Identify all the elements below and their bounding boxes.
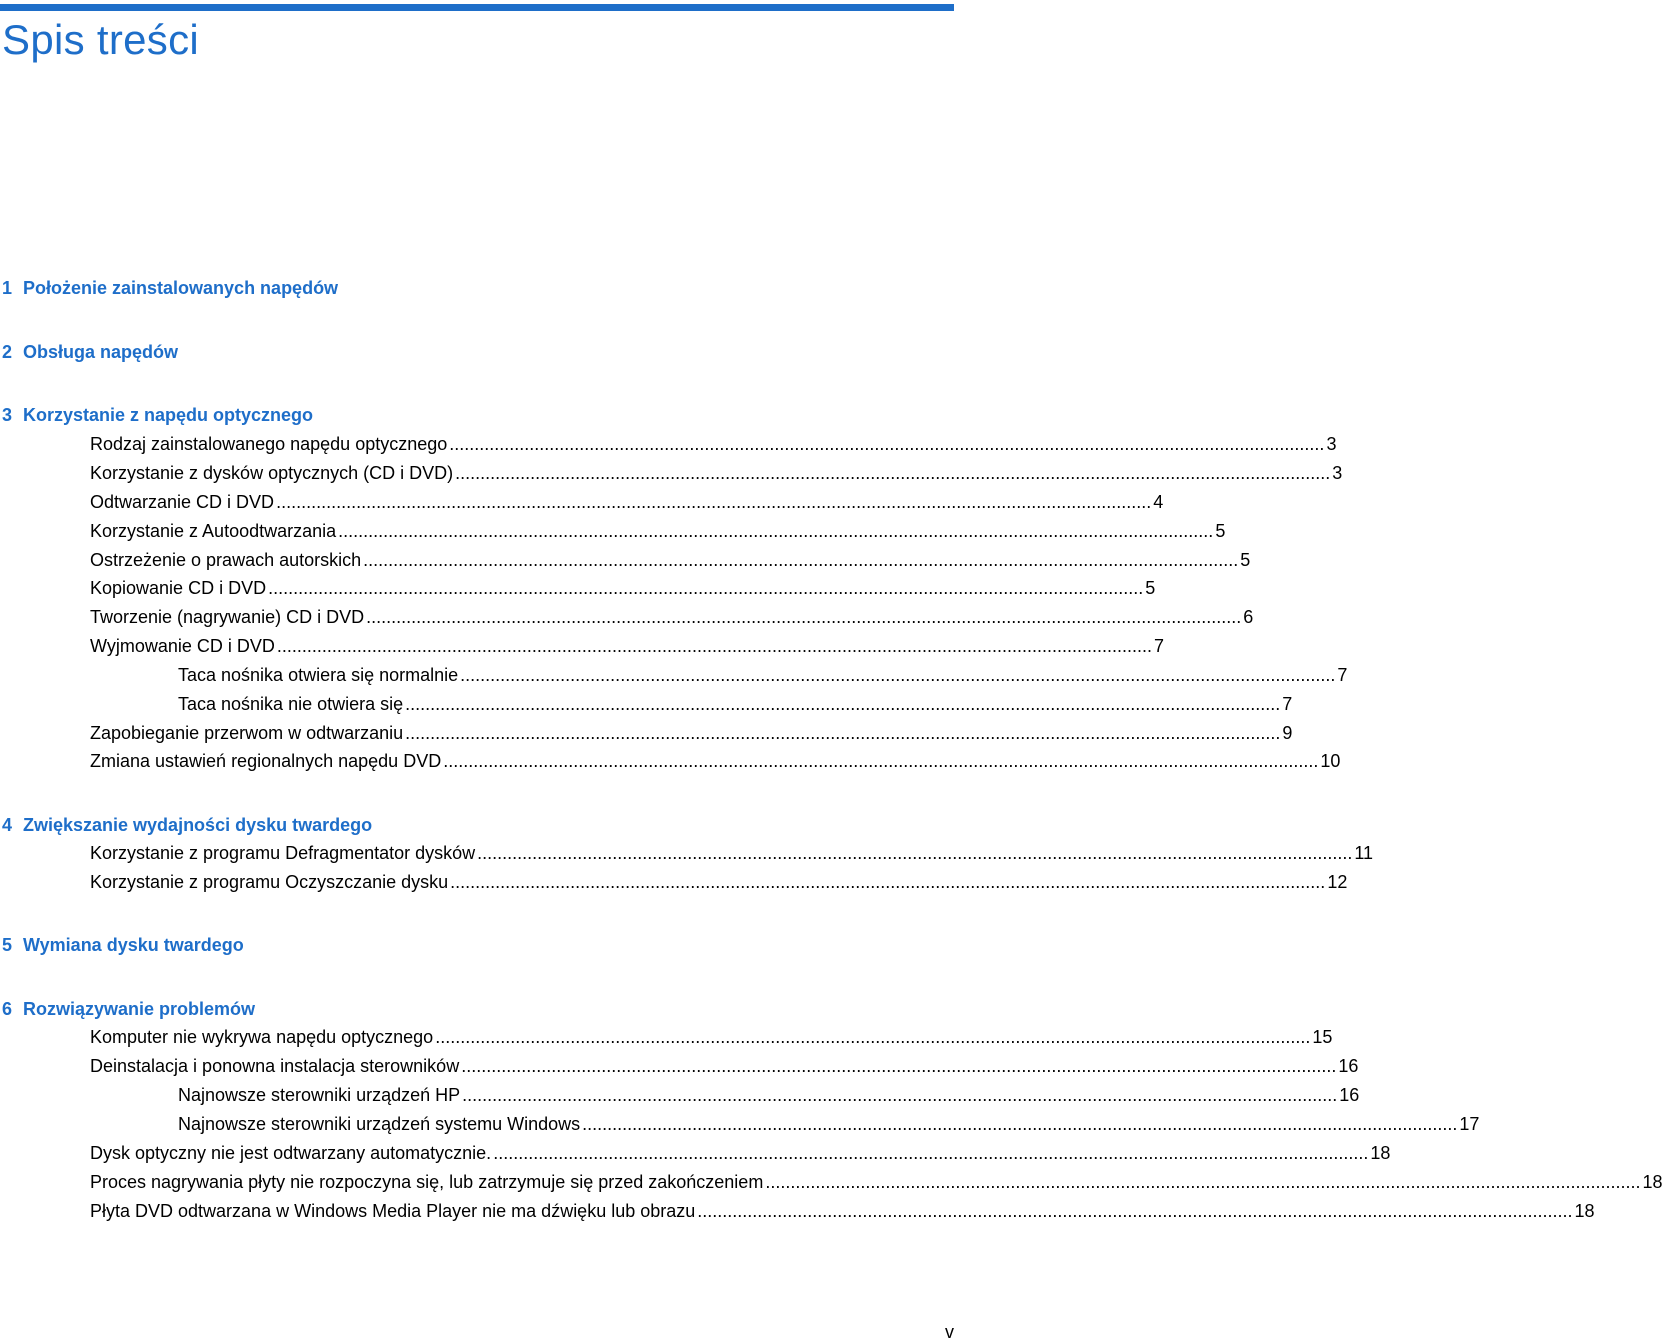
entry-page-number: 11 xyxy=(1354,843,1374,863)
entry-label: Rodzaj zainstalowanego napędu optycznego xyxy=(90,434,448,454)
dot-leader: ............................................................................................................................................................................... xyxy=(462,1085,1338,1105)
toc-chapter-1[interactable] xyxy=(2,277,338,299)
entry-label: Wyjmowanie CD i DVD xyxy=(90,636,275,656)
dot-leader: ............................................................................................................................................................................... xyxy=(338,521,1214,541)
toc-entry[interactable] xyxy=(90,722,1293,744)
entry-page-number: 16 xyxy=(1339,1085,1360,1105)
dot-leader: ............................................................................................................................................................................... xyxy=(435,1027,1311,1047)
entry-label: Najnowsze sterowniki urządzeń systemu Windows xyxy=(178,1114,581,1134)
chapter-number: 1 xyxy=(2,278,13,298)
toc-subentry[interactable] xyxy=(178,664,1348,686)
entry-label: Komputer nie wykrywa napędu optycznego xyxy=(90,1027,434,1047)
entry-page-number: 15 xyxy=(1312,1027,1333,1047)
entry-page-number: 5 xyxy=(1240,550,1251,570)
entry-page-number: 7 xyxy=(1154,636,1165,656)
entry-label: Taca nośnika otwiera się normalnie xyxy=(178,665,459,685)
toc-chapter-5[interactable] xyxy=(2,934,244,956)
toc-entry[interactable] xyxy=(90,1142,1391,1164)
entry-label: Korzystanie z Autoodtwarzania xyxy=(90,521,337,541)
chapter-number: 2 xyxy=(2,342,13,362)
toc-entry[interactable] xyxy=(90,750,1341,772)
dot-leader: ............................................................................................................................................................................... xyxy=(443,751,1319,771)
chapter-title: Obsługa napędów xyxy=(23,342,179,362)
entry-label: Dysk optyczny nie jest odtwarzany automatycznie. xyxy=(90,1143,492,1163)
entry-label: Zmiana ustawień regionalnych napędu DVD xyxy=(90,751,442,771)
dot-leader: ............................................................................................................................................................................... xyxy=(450,872,1326,892)
entry-page-number: 7 xyxy=(1337,665,1348,685)
dot-leader: ............................................................................................................................................................................... xyxy=(493,1143,1369,1163)
chapter-number: 3 xyxy=(2,405,13,425)
chapter-number: 5 xyxy=(2,935,13,955)
dot-leader: ............................................................................................................................................................................... xyxy=(405,723,1281,743)
dot-leader: ............................................................................................................................................................................... xyxy=(765,1172,1641,1192)
dot-leader: ............................................................................................................................................................................... xyxy=(366,607,1242,627)
dot-leader: ............................................................................................................................................................................... xyxy=(276,636,1153,656)
toc-entry[interactable] xyxy=(90,1171,1663,1193)
entry-page-number: 18 xyxy=(1642,1172,1663,1192)
chapter-title: Wymiana dysku twardego xyxy=(23,935,244,955)
toc-subentry[interactable] xyxy=(178,1084,1360,1106)
toc-entry[interactable] xyxy=(90,606,1254,628)
entry-page-number: 4 xyxy=(1153,492,1164,512)
entry-label: Korzystanie z programu Defragmentator dysków xyxy=(90,843,476,863)
entry-page-number: 17 xyxy=(1459,1114,1480,1134)
entry-label: Korzystanie z dysków optycznych (CD i DVD) xyxy=(90,463,454,483)
entry-page-number: 5 xyxy=(1215,521,1226,541)
toc-entry[interactable] xyxy=(90,1200,1595,1222)
toc-entry[interactable] xyxy=(90,462,1343,484)
toc-subentry[interactable] xyxy=(178,1113,1480,1135)
toc-entry[interactable] xyxy=(90,842,1374,864)
entry-page-number: 5 xyxy=(1145,578,1156,598)
chapter-title: Rozwiązywanie problemów xyxy=(23,999,256,1019)
entry-label: Deinstalacja i ponowna instalacja sterowników xyxy=(90,1056,460,1076)
page-number: v xyxy=(945,1322,954,1342)
entry-label: Proces nagrywania płyty nie rozpoczyna się, lub zatrzymuje się przed zakończeniem xyxy=(90,1172,764,1192)
dot-leader: ............................................................................................................................................................................... xyxy=(405,694,1281,714)
chapter-number: 6 xyxy=(2,999,13,1019)
entry-label: Taca nośnika nie otwiera się xyxy=(178,694,404,714)
entry-label: Odtwarzanie CD i DVD xyxy=(90,492,275,512)
entry-label: Płyta DVD odtwarzana w Windows Media Player nie ma dźwięku lub obrazu xyxy=(90,1201,696,1221)
dot-leader: ............................................................................................................................................................................... xyxy=(268,578,1144,598)
toc-entry[interactable] xyxy=(90,635,1165,657)
entry-page-number: 7 xyxy=(1282,694,1293,714)
toc-entry[interactable] xyxy=(90,577,1156,599)
chapter-title: Zwiększanie wydajności dysku twardego xyxy=(23,815,373,835)
dot-leader: ............................................................................................................................................................................... xyxy=(363,550,1239,570)
entry-label: Kopiowanie CD i DVD xyxy=(90,578,267,598)
entry-label: Najnowsze sterowniki urządzeń HP xyxy=(178,1085,461,1105)
toc-chapter-3[interactable] xyxy=(2,404,313,426)
toc-subentry[interactable] xyxy=(178,693,1293,715)
dot-leader: ............................................................................................................................................................................... xyxy=(477,843,1353,863)
entry-page-number: 6 xyxy=(1243,607,1254,627)
header-rule xyxy=(0,4,954,11)
toc-entry[interactable] xyxy=(90,871,1348,893)
entry-page-number: 18 xyxy=(1574,1201,1595,1221)
dot-leader: ............................................................................................................................................................................... xyxy=(697,1201,1573,1221)
dot-leader: ............................................................................................................................................................................... xyxy=(460,665,1336,685)
dot-leader: ............................................................................................................................................................................... xyxy=(276,492,1152,512)
entry-page-number: 12 xyxy=(1327,872,1348,892)
entry-page-number: 3 xyxy=(1326,434,1337,454)
entry-page-number: 16 xyxy=(1338,1056,1359,1076)
dot-leader: ............................................................................................................................................................................... xyxy=(582,1114,1458,1134)
toc-entry[interactable] xyxy=(90,433,1337,455)
dot-leader: ............................................................................................................................................................................... xyxy=(461,1056,1337,1076)
toc-chapter-2[interactable] xyxy=(2,341,178,363)
entry-label: Tworzenie (nagrywanie) CD i DVD xyxy=(90,607,365,627)
entry-label: Korzystanie z programu Oczyszczanie dysku xyxy=(90,872,449,892)
toc-chapter-4[interactable] xyxy=(2,814,372,836)
dot-leader: ............................................................................................................................................................................... xyxy=(455,463,1331,483)
chapter-title: Korzystanie z napędu optycznego xyxy=(23,405,314,425)
entry-page-number: 18 xyxy=(1370,1143,1391,1163)
dot-leader: ............................................................................................................................................................................... xyxy=(449,434,1325,454)
toc-entry[interactable] xyxy=(90,520,1226,542)
toc-entry[interactable] xyxy=(90,1055,1359,1077)
toc-entry[interactable] xyxy=(90,549,1251,571)
entry-label: Zapobieganie przerwom w odtwarzaniu xyxy=(90,723,404,743)
entry-page-number: 9 xyxy=(1282,723,1293,743)
entry-page-number: 10 xyxy=(1320,751,1341,771)
entry-page-number: 3 xyxy=(1332,463,1343,483)
toc-chapter-6[interactable] xyxy=(2,998,255,1020)
toc-entry[interactable] xyxy=(90,1026,1333,1048)
chapter-title: Położenie zainstalowanych napędów xyxy=(23,278,339,298)
chapter-number: 4 xyxy=(2,815,13,835)
page-title: Spis treści xyxy=(2,16,200,63)
toc-entry[interactable] xyxy=(90,491,1164,513)
entry-label: Ostrzeżenie o prawach autorskich xyxy=(90,550,362,570)
